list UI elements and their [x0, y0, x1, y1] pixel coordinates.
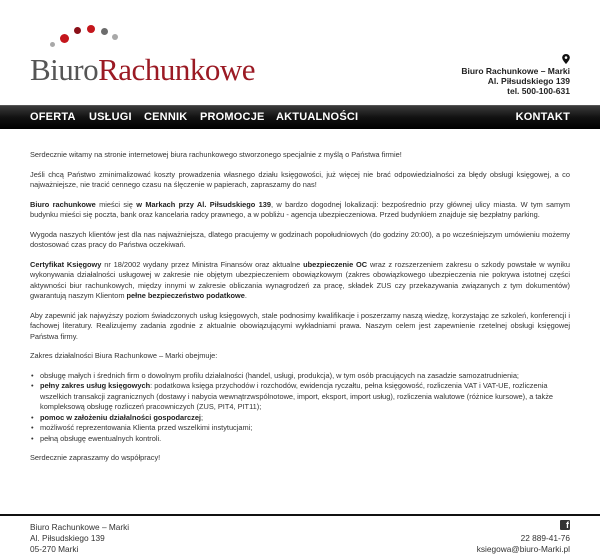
site-logo[interactable] [30, 24, 255, 87]
services-list [30, 371, 570, 445]
nav-item-uslugi[interactable]: USŁUGI [89, 111, 132, 123]
map-pin-icon [562, 54, 570, 64]
nav-item-promocje[interactable]: PROMOCJE [200, 111, 265, 123]
paragraph-quality: Aby zapewnić jak najwyższy poziom świadczonych usług księgowych, stale podnosimy kwalifikacje i poszerzamy naszą wiedzę, korzystając ze szkoleń, konferencji i fachowej literatury. Realizujemy zadania zgodnie z aktualnie obowiązującymi wykładniami prawa. Naszym celem jest zapewnienie rzetelnej obsługi księgowej Państwa firmy. [30, 310, 570, 341]
nav-item-cennik[interactable]: CENNIK [144, 111, 188, 123]
main-navigation [0, 105, 600, 129]
closing-paragraph: Serdecznie zapraszamy do współpracy! [30, 453, 161, 462]
footer-phone[interactable]: 22 889-41-76 [520, 533, 570, 543]
header-address: Al. Piłsudskiego 139 [487, 76, 570, 86]
footer-city: 05-270 Marki [30, 544, 79, 554]
intro-paragraph: Serdecznie witamy na stronie internetowej biura rachunkowego stworzonego specjalnie z myślą o Państwa firmie! [30, 150, 402, 159]
main-content [30, 150, 570, 473]
footer-address [30, 522, 129, 555]
header-contact [461, 66, 570, 96]
paragraph-certificate: Certyfikat Księgowy nr 18/2002 wydany przez Ministra Finansów oraz aktualne ubezpieczenie OC wraz z rozszerzeniem zakresu o szkody powstałe w wyniku wykonywania działalności usługowej w zakresie nie objętym ubezpieczeniem obowiązkowym (zakres obowiązkowego ubezpieczenia nie pokrywa istotnej części aktywności biur rachunkowych, między innymi w zakresie obliczania wynagrodzeń za pracę, składek ZUS czy przekazywania związanych z tym dokumentów) gwarantują naszym Klientom pełne bezpieczeństwo podatkowe. [30, 259, 570, 300]
list-item: • obsługę małych i średnich firm o dowolnym profilu działalności (handel, usługi, produkcja), w tym osób pracujących na zasadzie samozatrudnienia; [30, 371, 570, 382]
footer-company-name: Biuro Rachunkowe – Marki [30, 522, 130, 532]
paragraph-scope: Zakres działalności Biura Rachunkowe – Marki obejmuje: [30, 351, 218, 360]
list-item: • pomoc w założeniu działalności gospodarczej; [30, 413, 570, 424]
footer-email[interactable]: ksiegowa@biuro-Marki.pl [476, 544, 570, 554]
header-company-name: Biuro Rachunkowe – Marki [461, 66, 570, 76]
list-item: • możliwość reprezentowania Klienta przed wszelkimi instytucjami; [30, 423, 570, 434]
list-item: • pełną obsługę ewentualnych kontroli. [30, 434, 570, 445]
site-header [0, 0, 600, 104]
logo-wordmark: BiuroRachunkowe [30, 52, 255, 87]
footer-street: Al. Piłsudskiego 139 [30, 533, 105, 543]
paragraph-hours: Wygoda naszych klientów jest dla nas najważniejsza, dlatego pracujemy w godzinach popołudniowych (do godziny 20:00), a po wcześniejszym umówieniu możemy dostosować czas pracy do Państwa oczekiwań. [30, 229, 570, 249]
nav-item-aktualnosci[interactable]: AKTUALNOŚCI [276, 111, 359, 123]
paragraph-location: Biuro rachunkowe mieści się w Markach przy Al. Piłsudskiego 139, w bardzo dogodnej lokalizacji: bezpośrednio przy głównej ulicy miasta. W tym samym budynku mieści się poczta, bank oraz kancelaria radcy prawnego, a w pobliżu - agencja ubezpieczeniowa. Przed budynkiem znajduje się bezpłatny parking. [30, 199, 570, 219]
header-phone[interactable]: tel. 500-100-631 [507, 86, 570, 96]
footer-contact [477, 533, 570, 555]
logo-dots [30, 24, 240, 54]
facebook-icon[interactable]: f [560, 520, 570, 530]
nav-item-kontakt[interactable]: KONTAKT [515, 111, 570, 123]
footer-divider [0, 514, 600, 516]
paragraph-costs: Jeśli chcą Państwo zminimalizować koszty prowadzenia własnego działu księgowości, już więcej nie brać odpowiedzialności za błędy obsługi księgowej, a co najważniejsze, nie tracić cennego czasu na ślęczenie w papierach, zapraszamy do nas! [30, 169, 570, 189]
list-item: • pełny zakres usług księgowych: podatkowa księga przychodów i rozchodów, ewidencja ryczałtu, pełna księgowość, rozliczenia VAT i VAT-UE, rozliczenia wszelkich transakcji zagranicznych (dostawy i nabycia wewnątrzwspólnotowe, import, eksport, import usług), rozliczenia walutowe (różnice kursowe), a także kompleksową obsługę rozliczeń pracowniczych (ZUS, PIT4, PIT11); [30, 381, 570, 413]
nav-item-oferta[interactable]: OFERTA [30, 111, 76, 123]
